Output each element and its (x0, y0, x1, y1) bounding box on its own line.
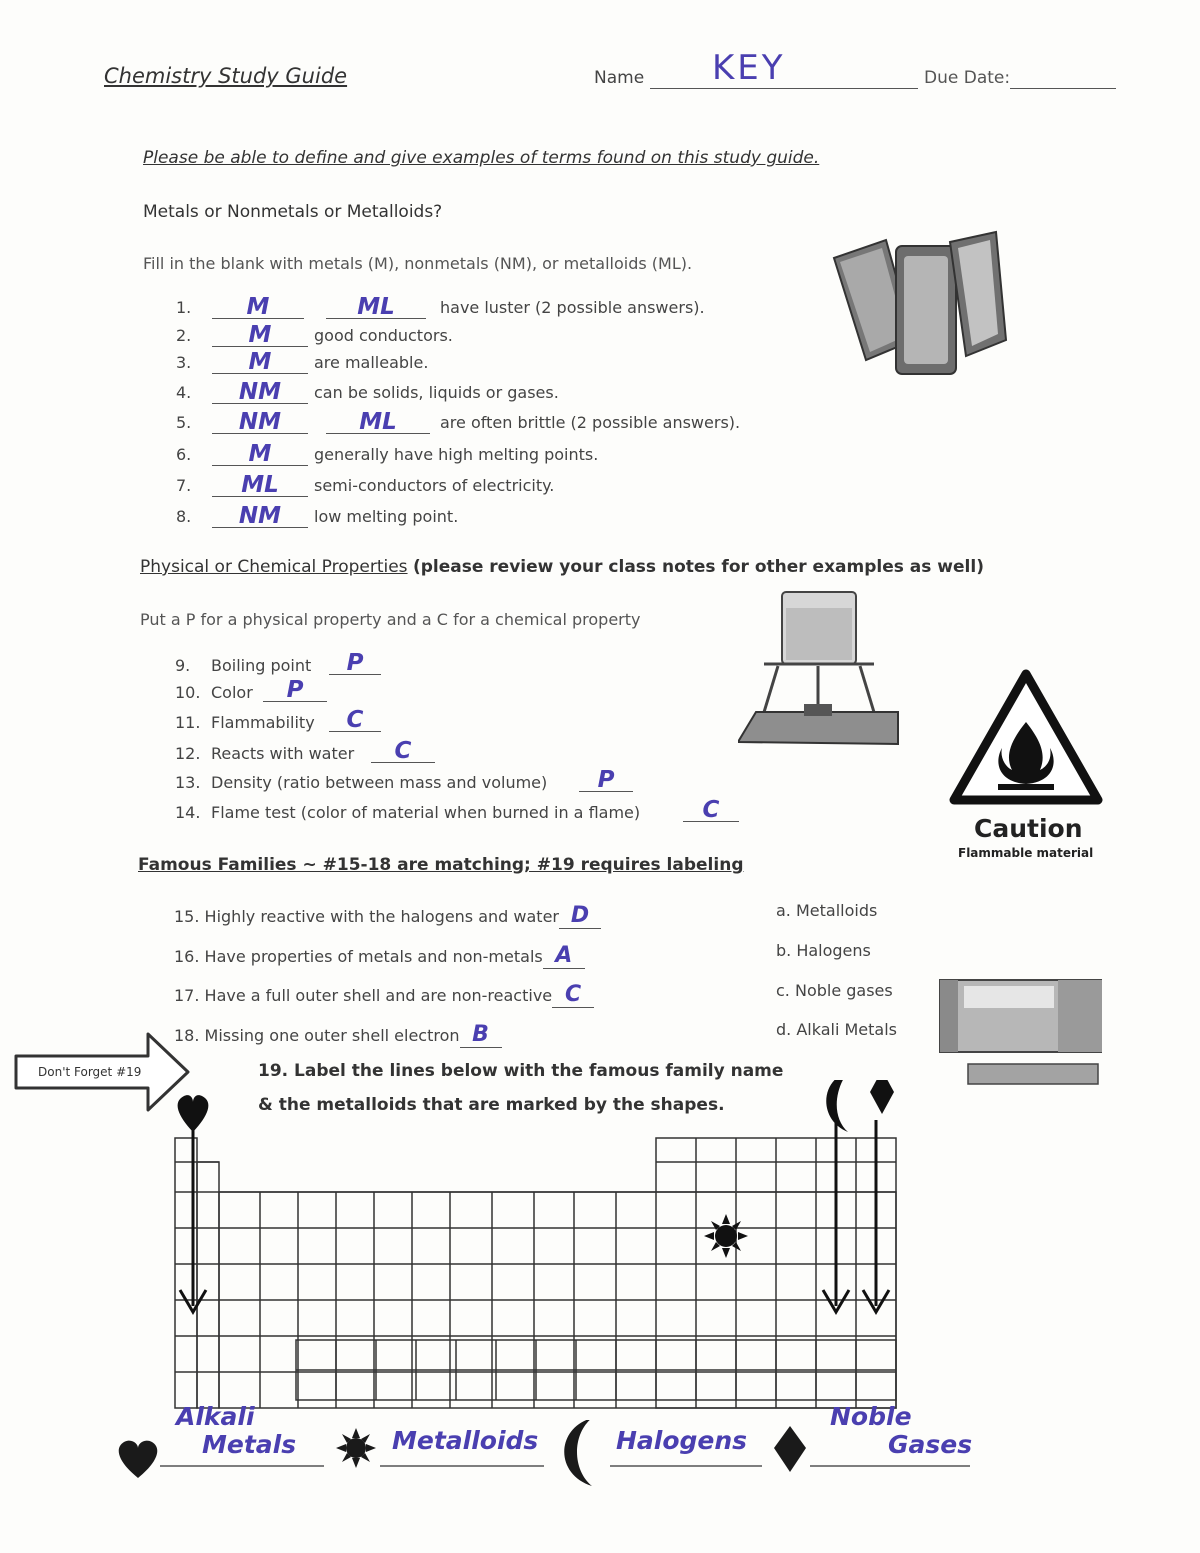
answer-blank[interactable]: C (371, 738, 435, 763)
periodic-table-diagram (0, 1080, 1200, 1410)
label-alkali-line1: Alkali (176, 1402, 255, 1431)
label-metalloids: Metalloids (392, 1426, 539, 1455)
answer-blank[interactable]: A (543, 943, 585, 969)
list-item: 18. Missing one outer shell electron B (174, 1022, 502, 1048)
answer-blank[interactable]: M (212, 441, 308, 466)
answer-blank[interactable]: ML (326, 294, 426, 319)
answer-blank[interactable]: D (559, 903, 601, 929)
choice-a: a. Metalloids (776, 901, 878, 920)
answer-blank[interactable]: P (263, 677, 327, 702)
choice-b: b. Halogens (776, 941, 871, 960)
gold-bars-image (826, 228, 1012, 380)
list-item: 17. Have a full outer shell and are non-reactive C (174, 982, 594, 1008)
label-noble-line1: Noble (830, 1402, 912, 1431)
document-title: Chemistry Study Guide (104, 64, 348, 88)
list-item: 15. Highly reactive with the halogens and water D (174, 903, 601, 929)
choice-c: c. Noble gases (776, 981, 893, 1000)
label-halogens: Halogens (616, 1426, 748, 1455)
beaker-burner-image (738, 586, 900, 750)
name-value: KEY (712, 48, 786, 88)
name-field-line[interactable] (650, 88, 918, 89)
answer-blank[interactable]: NM (212, 379, 308, 404)
q19-line1: 19. Label the lines below with the famous family name (258, 1061, 784, 1081)
choice-d: d. Alkali Metals (776, 1020, 897, 1039)
answer-blank[interactable]: NM (212, 503, 308, 528)
answer-blank[interactable]: NM (212, 409, 308, 434)
label-alkali-line2: Metals (202, 1430, 297, 1459)
due-date-field-line[interactable] (1010, 88, 1116, 89)
caution-subtitle: Flammable material (958, 846, 1094, 860)
answer-blank[interactable]: C (683, 797, 739, 822)
answer-blank[interactable]: P (329, 650, 381, 675)
answer-blank[interactable]: M (212, 322, 308, 347)
answer-blank[interactable]: M (212, 294, 304, 319)
section2-heading: Physical or Chemical Properties (please review your class notes for other examples as well) (140, 557, 984, 577)
section2-instruction: Put a P for a physical property and a C for a chemical property (140, 610, 641, 629)
periodic-table-thumbnail (938, 976, 1102, 1088)
q19-line2: & the metalloids that are marked by the shapes. (258, 1095, 725, 1115)
section1-instruction: Fill in the blank with metals (M), nonmetals (NM), or metalloids (ML). (143, 254, 693, 273)
answer-blank[interactable]: B (460, 1022, 502, 1048)
answer-blank[interactable]: C (552, 982, 594, 1008)
list-item: 16. Have properties of metals and non-metals A (174, 943, 585, 969)
section3-heading: Famous Families ~ #15-18 are matching; #19 requires labeling (138, 855, 744, 875)
name-label: Name (594, 68, 645, 88)
answer-blank[interactable]: P (579, 767, 633, 792)
answer-blank[interactable]: ML (326, 409, 430, 434)
reminder-label: Don't Forget #19 (38, 1065, 142, 1079)
answer-blank[interactable]: M (212, 349, 308, 374)
section1-heading: Metals or Nonmetals or Metalloids? (143, 202, 443, 222)
label-noble-line2: Gases (888, 1430, 973, 1459)
due-date-label: Due Date: (924, 68, 1011, 88)
guide-instructions: Please be able to define and give examples of terms found on this study guide. (143, 148, 820, 168)
caution-title: Caution (974, 814, 1083, 843)
answer-blank[interactable]: ML (212, 472, 308, 497)
answer-blank[interactable]: C (329, 707, 381, 732)
flammable-warning-icon (946, 666, 1106, 808)
